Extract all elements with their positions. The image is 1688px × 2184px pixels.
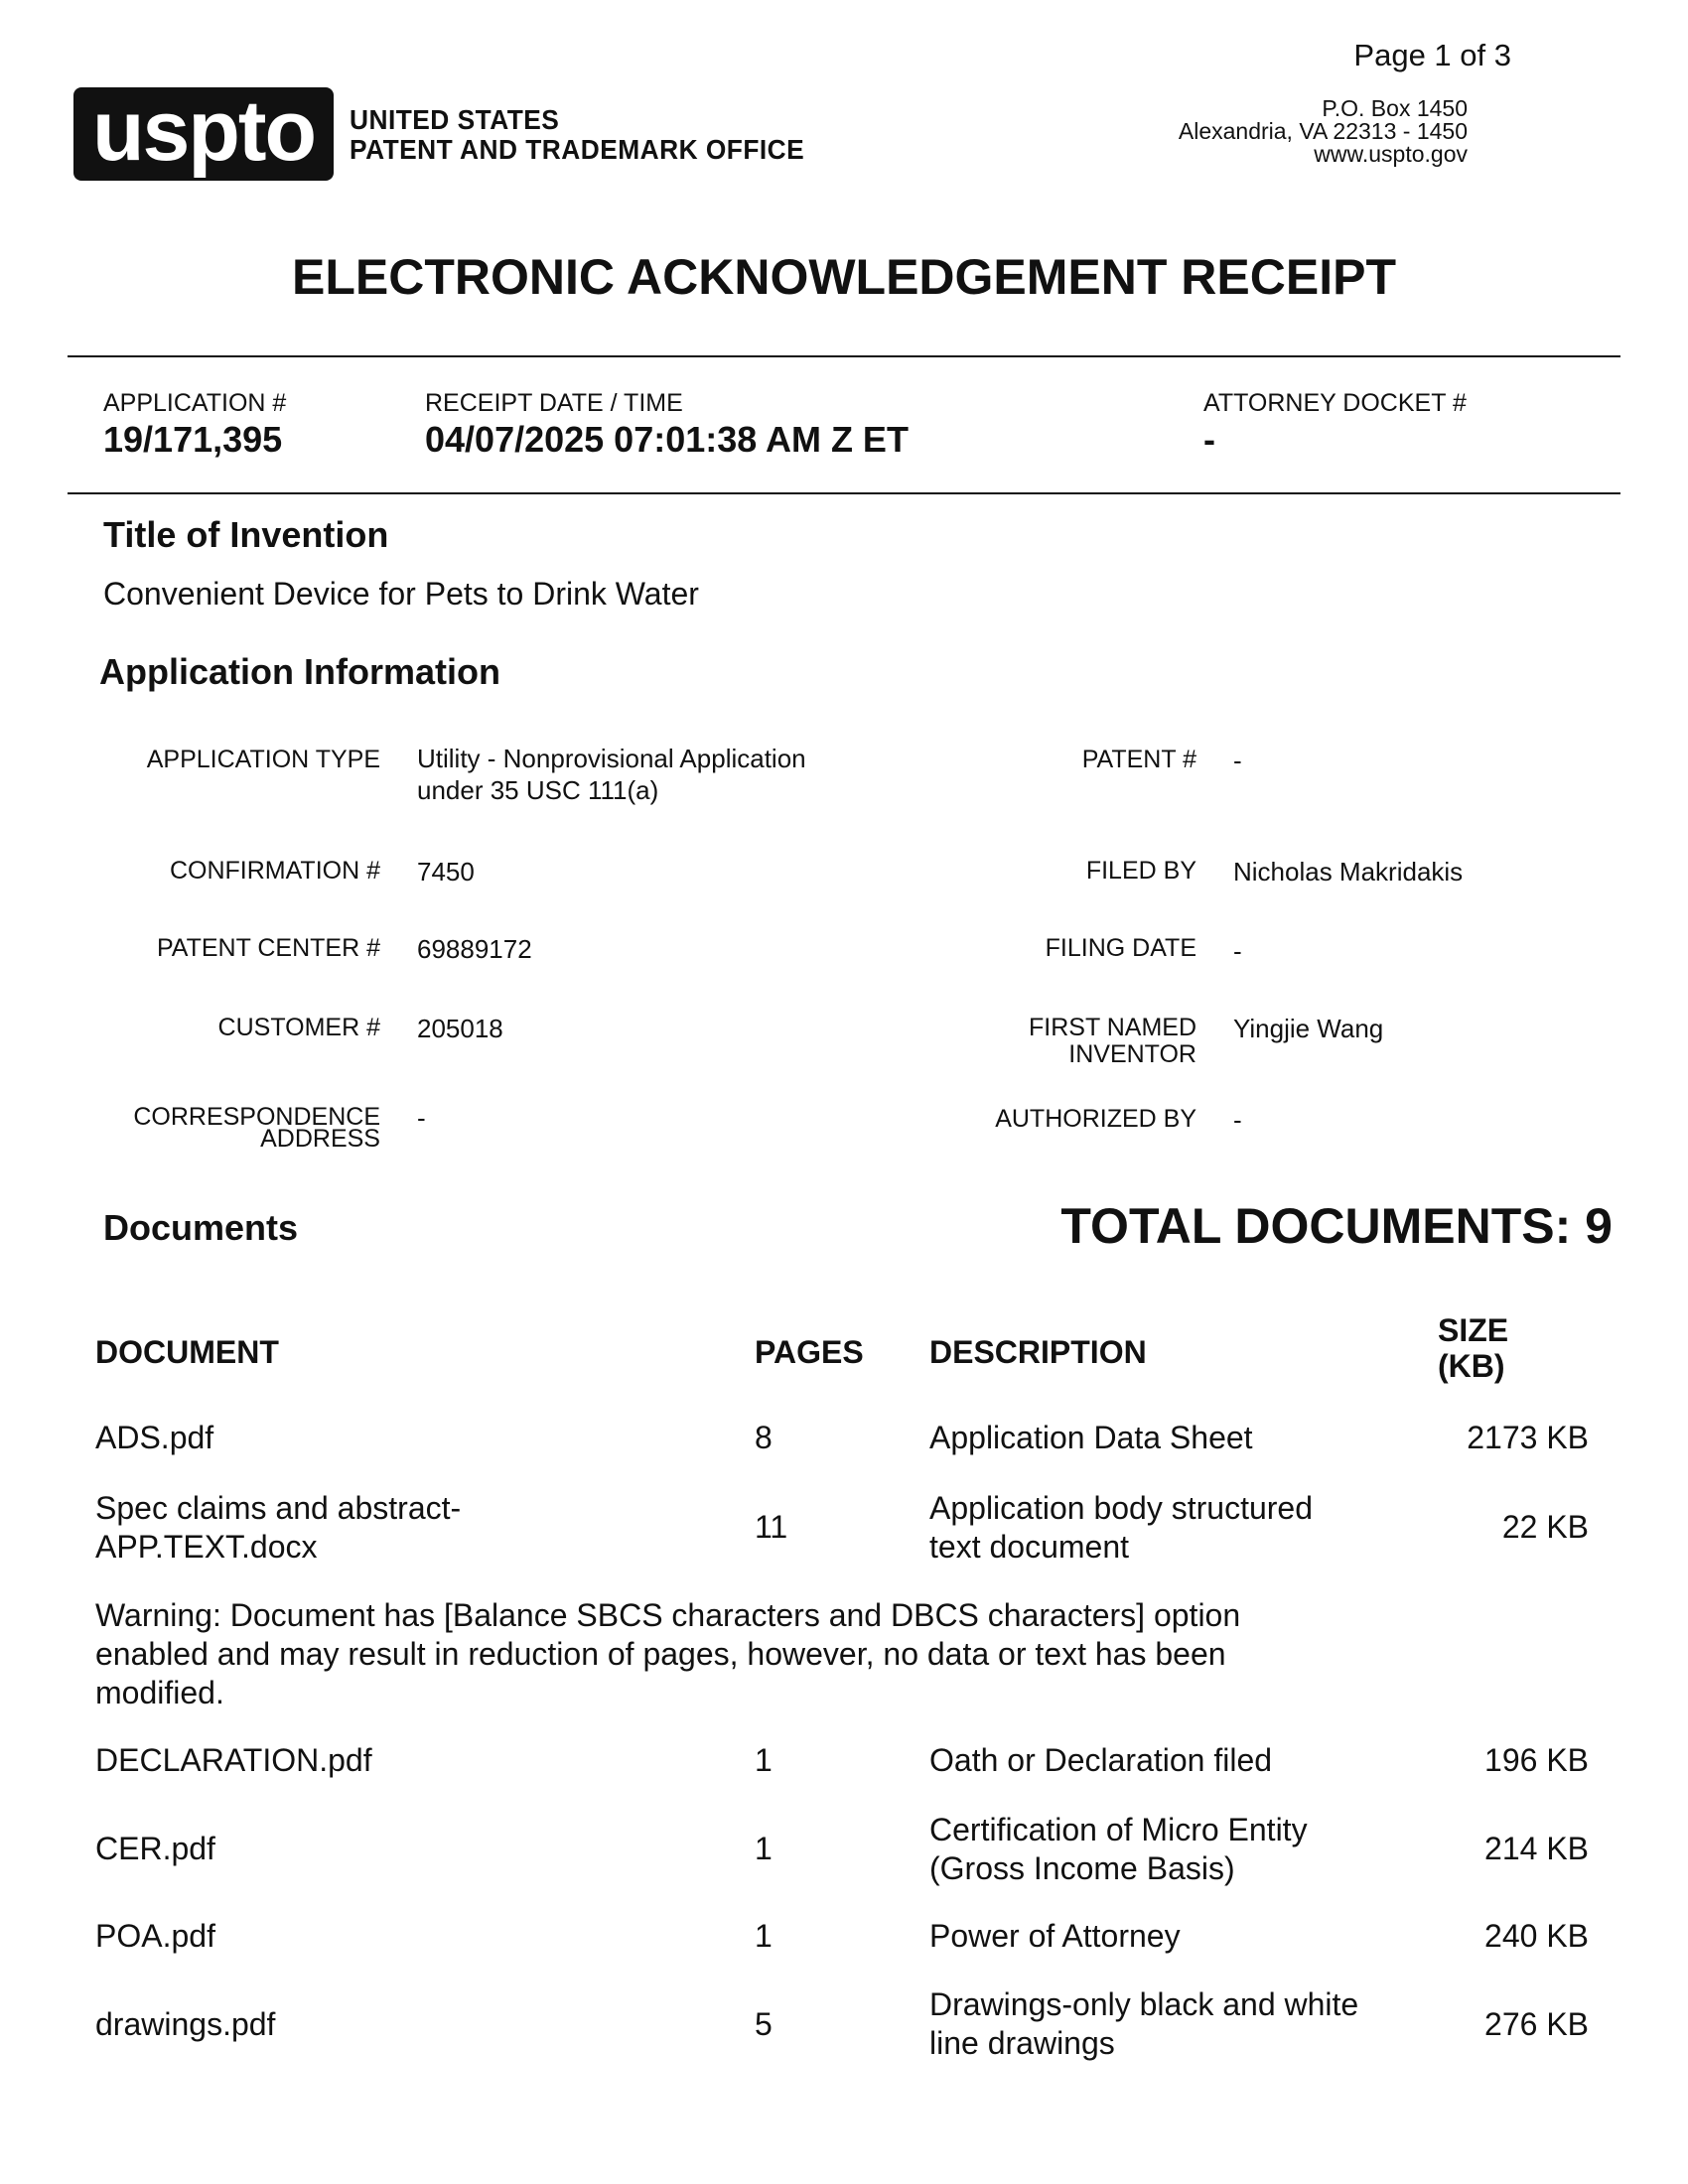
cell-line: (Gross Income Basis) [929,1850,1235,1886]
receipt-date: 04/07/2025 07:01:38 AM Z ET [425,419,909,460]
table-row-pages: 1 [755,1742,773,1778]
table-row-size: 196 KB [1484,1742,1589,1778]
table-row-document: ADS.pdf [95,1420,214,1455]
invention-title: Convenient Device for Pets to Drink Water [103,576,699,612]
table-row-pages: 8 [755,1420,773,1455]
org-line-2: PATENT AND TRADEMARK OFFICE [350,134,805,165]
mailing-address [1179,97,1468,166]
table-row-size: 214 KB [1484,1831,1589,1866]
application-info-heading: Application Information [99,651,500,692]
filed-by-label: FILED BY [1085,857,1196,885]
table-row-description: Oath or Declaration filed [929,1742,1273,1778]
address-website: www.uspto.gov [1314,141,1468,167]
cell-line: text document [929,1529,1129,1565]
table-row-pages: 1 [755,1831,773,1866]
warning-line: modified. [95,1675,224,1710]
table-row-size: 276 KB [1484,2006,1589,2042]
column-header-pages: PAGES [755,1334,864,1370]
address-line: Alexandria, VA 22313 - 1450 [1178,118,1468,144]
cell-line: APP.TEXT.docx [95,1529,318,1565]
total-documents: TOTAL DOCUMENTS: 9 [1060,1198,1613,1254]
table-row-description: Power of Attorney [929,1918,1181,1954]
table-row-pages: 1 [755,1918,773,1954]
label-line: FIRST NAMED [1029,1014,1196,1041]
patent-center-label: PATENT CENTER # [156,934,380,962]
org-line-1: UNITED STATES [350,104,560,135]
header-line: SIZE [1438,1312,1509,1348]
column-header-description: DESCRIPTION [929,1334,1147,1370]
document-warning [95,1596,1240,1712]
table-row-pages: 5 [755,2006,773,2042]
patent-center-value: 69889172 [417,934,532,964]
table-row-pages: 11 [755,1509,788,1545]
page-number: Page 1 of 3 [1353,38,1511,72]
application-type-value [417,743,806,806]
column-header-size [1438,1312,1508,1384]
table-row-document: POA.pdf [95,1918,215,1954]
customer-label: CUSTOMER # [217,1014,380,1041]
table-row-document [95,1489,461,1567]
table-row-size: 240 KB [1484,1918,1589,1954]
authorized-by-label: AUTHORIZED BY [995,1105,1196,1133]
filed-by-value: Nicholas Makridakis [1233,857,1464,887]
table-row-description: Application Data Sheet [929,1420,1253,1455]
document-title: ELECTRONIC ACKNOWLEDGEMENT RECEIPT [291,249,1397,305]
value-line: under 35 USC 111(a) [417,775,659,805]
documents-heading: Documents [103,1207,299,1248]
correspondence-address-label [79,1103,380,1153]
label-line: INVENTOR [1068,1040,1196,1068]
cell-line: Spec claims and abstract- [95,1490,462,1526]
confirmation-label: CONFIRMATION # [169,857,380,885]
table-row-document: drawings.pdf [95,2006,276,2042]
column-header-document: DOCUMENT [95,1334,279,1370]
table-row-description [929,1489,1313,1567]
authorized-by-value: - [1233,1105,1242,1135]
patent-number-label: PATENT # [1081,746,1196,773]
application-number-label: APPLICATION # [103,389,287,417]
cell-line: Application body structured [929,1490,1313,1526]
attorney-docket-label: ATTORNEY DOCKET # [1203,389,1467,417]
header-line: (KB) [1438,1348,1505,1384]
correspondence-address-value: - [417,1103,426,1133]
first-named-inventor-value: Yingjie Wang [1233,1014,1384,1043]
customer-value: 205018 [417,1014,503,1043]
table-row-description [929,1811,1308,1888]
uspto-logo: uspto [73,87,334,181]
cell-line: line drawings [929,2025,1115,2061]
divider [68,492,1620,494]
divider [68,355,1620,357]
first-named-inventor-label [894,1015,1196,1068]
label-line: ADDRESS [260,1125,380,1153]
organization-name [350,105,804,165]
value-line: Utility - Nonprovisional Application [417,744,806,773]
warning-line: enabled and may result in reduction of pages, however, no data or text has been [95,1636,1226,1672]
table-row-description [929,1985,1358,2063]
attorney-docket: - [1203,419,1215,460]
label-line: CORRESPONDENCE [133,1103,380,1131]
warning-line: Warning: Document has [Balance SBCS characters and DBCS characters] option [95,1597,1241,1633]
table-row-document: CER.pdf [95,1831,215,1866]
table-row-size: 2173 KB [1467,1420,1589,1455]
application-number: 19/171,395 [103,419,283,460]
filing-date-label: FILING DATE [1045,934,1196,962]
confirmation-value: 7450 [417,857,475,887]
patent-number-value: - [1233,746,1242,775]
table-row-size: 22 KB [1501,1509,1589,1545]
application-type-label: APPLICATION TYPE [146,746,380,773]
cell-line: Certification of Micro Entity [929,1812,1308,1847]
invention-heading: Title of Invention [103,514,389,555]
cell-line: Drawings-only black and white [929,1986,1359,2022]
table-row-document: DECLARATION.pdf [95,1742,372,1778]
receipt-date-label: RECEIPT DATE / TIME [425,389,683,417]
address-line: P.O. Box 1450 [1322,95,1468,121]
filing-date-value: - [1233,936,1242,966]
